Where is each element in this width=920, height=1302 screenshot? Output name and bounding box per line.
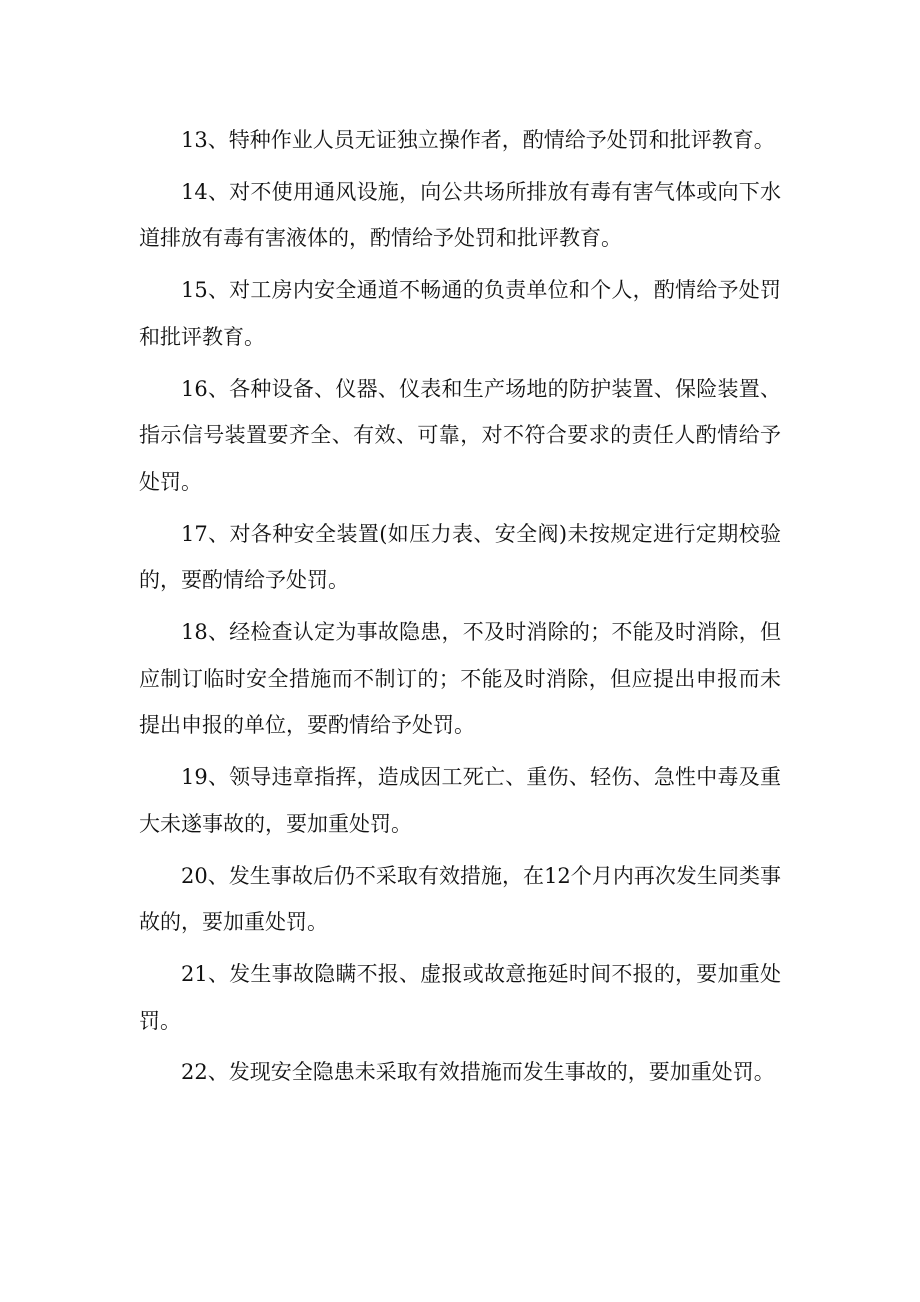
paragraph-16: 16、各种设备、仪器、仪表和生产场地的防护装置、保险装置、指示信号装置要齐全、有效、可靠，对不符合要求的责任人酌情给予处罚。 (139, 376, 781, 494)
paragraph-21: 21、发生事故隐瞒不报、虚报或故意拖延时间不报的，要加重处罚。 (139, 961, 781, 1033)
paragraph-14: 14、对不使用通风设施，向公共场所排放有毒有害气体或向下水道排放有毒有害液体的，酌情给予处罚和批评教育。 (139, 179, 781, 251)
document-page (139, 117, 781, 1096)
paragraph-13: 13、特种作业人员无证独立操作者，酌情给予处罚和批评教育。 (181, 128, 775, 152)
paragraph-15: 15、对工房内安全通道不畅通的负责单位和个人，酌情给予处罚和批评教育。 (139, 278, 781, 349)
paragraph-18: 18、经检查认定为事故隐患，不及时消除的；不能及时消除，但应制订临时安全措施而不制订的；不能及时消除，但应提出申报而未提出申报的单位，要酌情给予处罚。 (139, 620, 781, 738)
paragraph-20: 20、发生事故后仍不采取有效措施，在12个月内再次发生同类事故的，要加重处罚。 (139, 863, 781, 935)
paragraph-17: 17、对各种安全装置(如压力表、安全阀)未按规定进行定期校验的，要酌情给予处罚。 (139, 521, 781, 593)
paragraph-22: 22、发现安全隐患未采取有效措施而发生事故的，要加重处罚。 (181, 1060, 775, 1085)
paragraph-19: 19、领导违章指挥，造成因工死亡、重伤、轻伤、急性中毒及重大未遂事故的，要加重处罚。 (139, 765, 781, 836)
